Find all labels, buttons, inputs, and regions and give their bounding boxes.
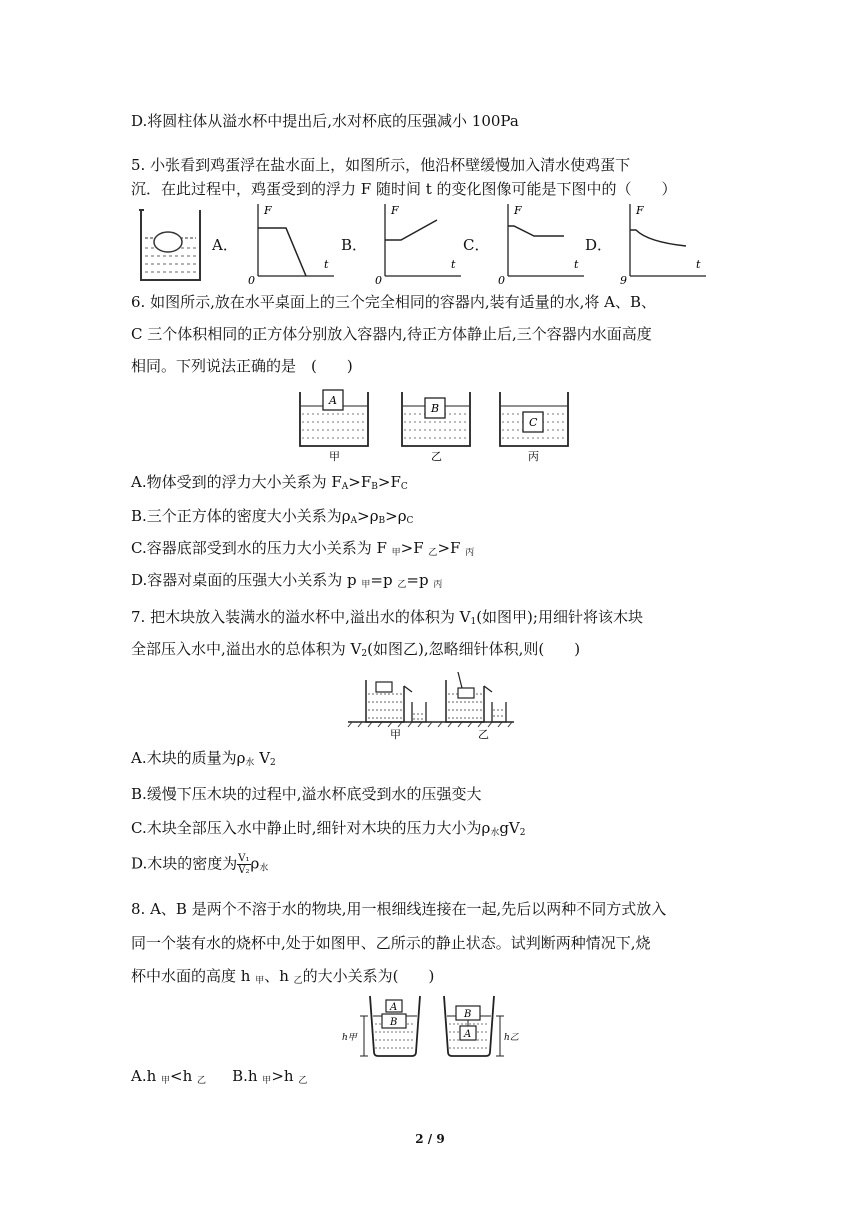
q8-stem-line2: 同一个装有水的烧杯中,处于如图甲、乙所示的静止状态。试判断两种情况下,烧 xyxy=(131,934,651,952)
y-axis-label: F xyxy=(514,204,522,217)
q6-option-d: D.容器对桌面的压强大小关系为 p $_甲$=p $_乙$=p $_丙$ xyxy=(131,571,443,590)
q5-option-c: C． xyxy=(463,236,490,254)
q7-stem-line1: 7. 把木块放入装满水的溢水杯中,溢出水的体积为 $V_1$(如图甲);用细针将该木块 xyxy=(131,608,643,627)
q7-stem-line2: 全部压入水中,溢出水的总体积为 $V_2$(如图乙),忽略细针体积,则( ) xyxy=(131,640,581,659)
block-a-label: A xyxy=(390,1002,398,1013)
q5-graph-a xyxy=(244,200,340,286)
q5-option-d: D． xyxy=(585,236,613,254)
block-b-label: B xyxy=(390,1017,398,1028)
container-jia xyxy=(300,390,368,463)
q7-overflow-cup-figure xyxy=(346,672,516,740)
container-bing xyxy=(500,392,568,463)
origin-label: 0 xyxy=(498,274,505,286)
q7-option-b: B.缓慢下压木块的过程中,溢水杯底受到水的压强变大 xyxy=(131,785,482,803)
y-axis-label: F xyxy=(636,204,644,217)
q7-option-a: A.木块的质量为$\rho_水$ $V_2$ xyxy=(131,749,276,768)
caption-jia: 甲 xyxy=(329,450,340,463)
caption-jia: 甲 xyxy=(390,728,401,740)
q5-stem-line2: 沉．在此过程中，鸡蛋受到的浮力 F 随时间 t 的变化图像可能是下图中的（ ） xyxy=(131,180,677,198)
block-a-label: A xyxy=(464,1029,472,1040)
q8-option-b: B.h $_甲$>h $_乙$ xyxy=(232,1067,308,1086)
caption-bing: 丙 xyxy=(528,450,539,463)
q5-option-a: A． xyxy=(212,236,238,254)
q5-graph-d xyxy=(616,200,712,286)
q8-stem-line3: 杯中水面的高度 h $_甲$、h $_乙$的大小关系为( ) xyxy=(131,967,435,986)
q8-beakers-figure xyxy=(338,992,528,1062)
h-jia-label: h甲 xyxy=(342,1033,357,1043)
q5-graph-c xyxy=(494,200,590,286)
q6-stem-line1: 6. 如图所示,放在水平桌面上的三个完全相同的容器内,装有适量的水,将 A、B、 xyxy=(131,293,657,311)
q8-stem-line1: 8. A、B 是两个不溶于水的物块,用一根细线连接在一起,先后以两种不同方式放入 xyxy=(131,900,667,918)
origin-label: 0 xyxy=(375,274,382,286)
container-yi xyxy=(402,392,470,463)
egg-icon xyxy=(154,232,182,252)
q6-option-c: C.容器底部受到水的压力大小关系为 F $_甲$>F $_乙$>F $_丙$ xyxy=(131,539,475,558)
q8-option-a: A.h $_甲$<h $_乙$ xyxy=(131,1067,207,1086)
q7-option-d: D.木块的密度为 $\frac{\text{V₁}}{\text{V₂}}$ $\rho_水$ xyxy=(131,853,269,876)
q5-graph-b xyxy=(371,200,467,286)
q7-option-c: C.木块全部压入水中静止时,细针对木块的压力大小为$\rho_水gV_2$ xyxy=(131,819,526,838)
q5-stem-line1: 5. 小张看到鸡蛋浮在盐水面上，如图所示，他沿杯壁缓慢加入清水使鸡蛋下 xyxy=(131,156,631,174)
page-number: 2 / 9 xyxy=(415,1132,445,1146)
cube-c-label: C xyxy=(529,416,538,429)
x-axis-label: t xyxy=(324,258,329,271)
q6-stem-line3: 相同。下列说法正确的是 ( ) xyxy=(131,357,353,375)
q6-option-a: A.物体受到的浮力大小关系为 $F_A>F_B>F_C$ xyxy=(131,473,408,492)
cube-a-label: A xyxy=(329,394,337,407)
q4-option-d: D.将圆柱体从溢水杯中提出后,水对杯底的压强减小 100Pa xyxy=(131,112,519,130)
q6-containers-figure xyxy=(296,384,576,466)
x-axis-label: t xyxy=(696,258,701,271)
q5-beaker-figure xyxy=(138,206,204,284)
x-axis-label: t xyxy=(451,258,456,271)
y-axis-label: F xyxy=(264,204,272,217)
caption-yi: 乙 xyxy=(431,450,442,463)
caption-yi: 乙 xyxy=(478,728,489,740)
q6-stem-line2: C 三个体积相同的正方体分别放入容器内,待正方体静止后,三个容器内水面高度 xyxy=(131,325,652,343)
cube-b-label: B xyxy=(431,402,440,415)
q8-options-line xyxy=(131,1066,307,1091)
y-axis-label: F xyxy=(391,204,399,217)
fraction-v1-v2: $\frac{\text{V₁}}{\text{V₂}}$ xyxy=(238,853,250,876)
block-b-label: B xyxy=(464,1009,472,1020)
q6-option-b: B.三个正方体的密度大小关系为$\rho_A>\rho_B>\rho_C$ xyxy=(131,507,414,526)
x-axis-label: t xyxy=(574,258,579,271)
q5-option-b: B． xyxy=(341,236,368,254)
origin-label: 0 xyxy=(248,274,255,286)
origin-label: 9 xyxy=(620,274,627,286)
h-yi-label: h乙 xyxy=(504,1033,519,1043)
